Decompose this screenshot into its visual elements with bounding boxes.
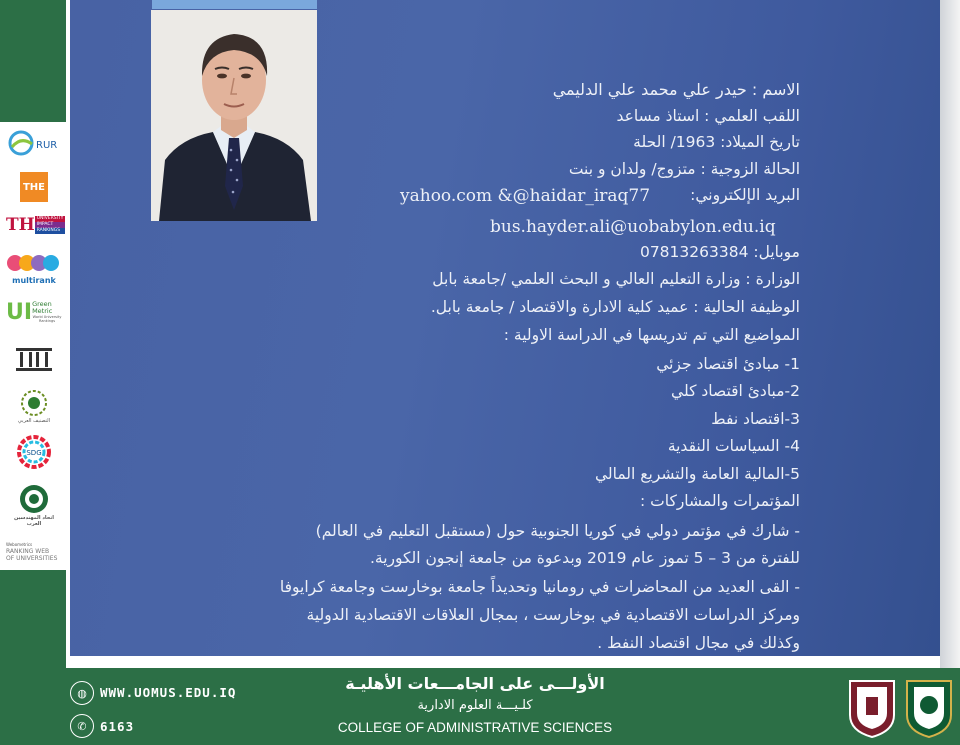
profile-mobile: موبايل: 07813263384 [639,243,800,261]
college-name-en: COLLEGE OF ADMINISTRATIVE SCIENCES [337,720,613,735]
profile-title: اللقب العلمي : استاذ مساعد [616,107,800,125]
rankings-sidebar [0,122,66,570]
the-logo[interactable] [6,170,62,204]
greenmetric-logo[interactable]: UI Green Metric World University Rankings [6,299,62,325]
phone-number[interactable]: 6163 [100,719,135,734]
conferences-heading: المؤتمرات والمشاركات : [639,492,800,510]
portrait-photo [151,10,317,221]
subject-item: 2-مبادئ اقتصاد كلي [671,382,800,400]
conference-line: - القى العديد من المحاضرات في رومانيا وتحديداً جامعة بوخارست وجامعة كرايوفا [279,578,800,596]
the-text: THE [20,172,48,202]
webometrics-logo[interactable]: Webometrics RANKING WEB OF UNIVERSITIES [6,542,58,562]
multirank-logo[interactable]: multirank [6,244,62,290]
phone-icon: ✆ [70,714,94,738]
website-link[interactable]: WWW.UOMUS.EDU.IQ [100,685,237,700]
college-emblem-logo [846,675,898,739]
profile-email-label: البريد الإلكتروني: [690,186,800,204]
subject-item: 5-المالية العامة والتشريع المالي [594,465,800,483]
profile-email-1[interactable]: yahoo.com &@haidar_iraq77 [400,186,651,206]
conference-line: - شارك في مؤتمر دولي في كوريا الجنوبية حول (مستقبل التعليم في العالم) [315,522,800,540]
profile-position: الوظيفة الحالية : عميد كلية الادارة والاقتصاد / جامعة بابل. [430,298,800,316]
sdg-logo[interactable] [6,432,62,472]
paper-edge [940,0,960,668]
the-impact-logo[interactable]: TH UNIVERSITY IMPACT RANKINGS [6,215,64,235]
subject-item: 3-اقتصاد نفط [711,410,800,428]
university-name-ar: الأولـــى على الجامـــعات الأهليـة [345,674,605,693]
ranking-columns-logo[interactable] [6,344,62,374]
profile-birth: تاريخ الميلاد: 1963/ الحلة [633,133,800,151]
profile-ministry: الوزارة : وزارة التعليم العالي و البحث العلمي /جامعة بابل [432,270,800,288]
rur-logo[interactable] [6,126,62,160]
profile-email-2[interactable]: bus.hayder.ali@uobabylon.edu.iq [490,217,776,237]
svg-text:SDG: SDG [26,449,42,457]
subject-item: 4- السياسات النقدية [667,437,800,455]
rur-text: RUR [36,140,58,151]
top-strip [152,0,317,9]
arab-ranking-logo[interactable]: التصنيف العربي [6,384,62,428]
conference-line: للفترة من 3 – 5 تموز عام 2019 وبدعوة من جامعة إنجون الكورية. [369,549,800,567]
globe-icon: ◍ [70,681,94,705]
college-name-ar: كلـيـــة العلوم الادارية [417,698,533,713]
profile-marital: الحالة الزوجية : متزوج/ ولدان و بنت [568,160,800,178]
conference-line: وكذلك في مجال اقتصاد النفط . [597,634,800,652]
subjects-heading: المواضيع التي تم تدريسها في الدراسة الاولية : [503,326,800,344]
profile-name: الاسم : حيدر علي محمد علي الدليمي [552,80,800,99]
subject-item: 1- مبادئ اقتصاد جزئي [656,355,800,373]
arab-engineers-logo[interactable]: اتحاد المهندسين العرب [6,480,62,530]
conference-line: ومركز الدراسات الاقتصادية في بوخارست ، بمجال العلاقات الاقتصادية الدولية [306,606,800,624]
university-emblem-logo [903,675,955,739]
